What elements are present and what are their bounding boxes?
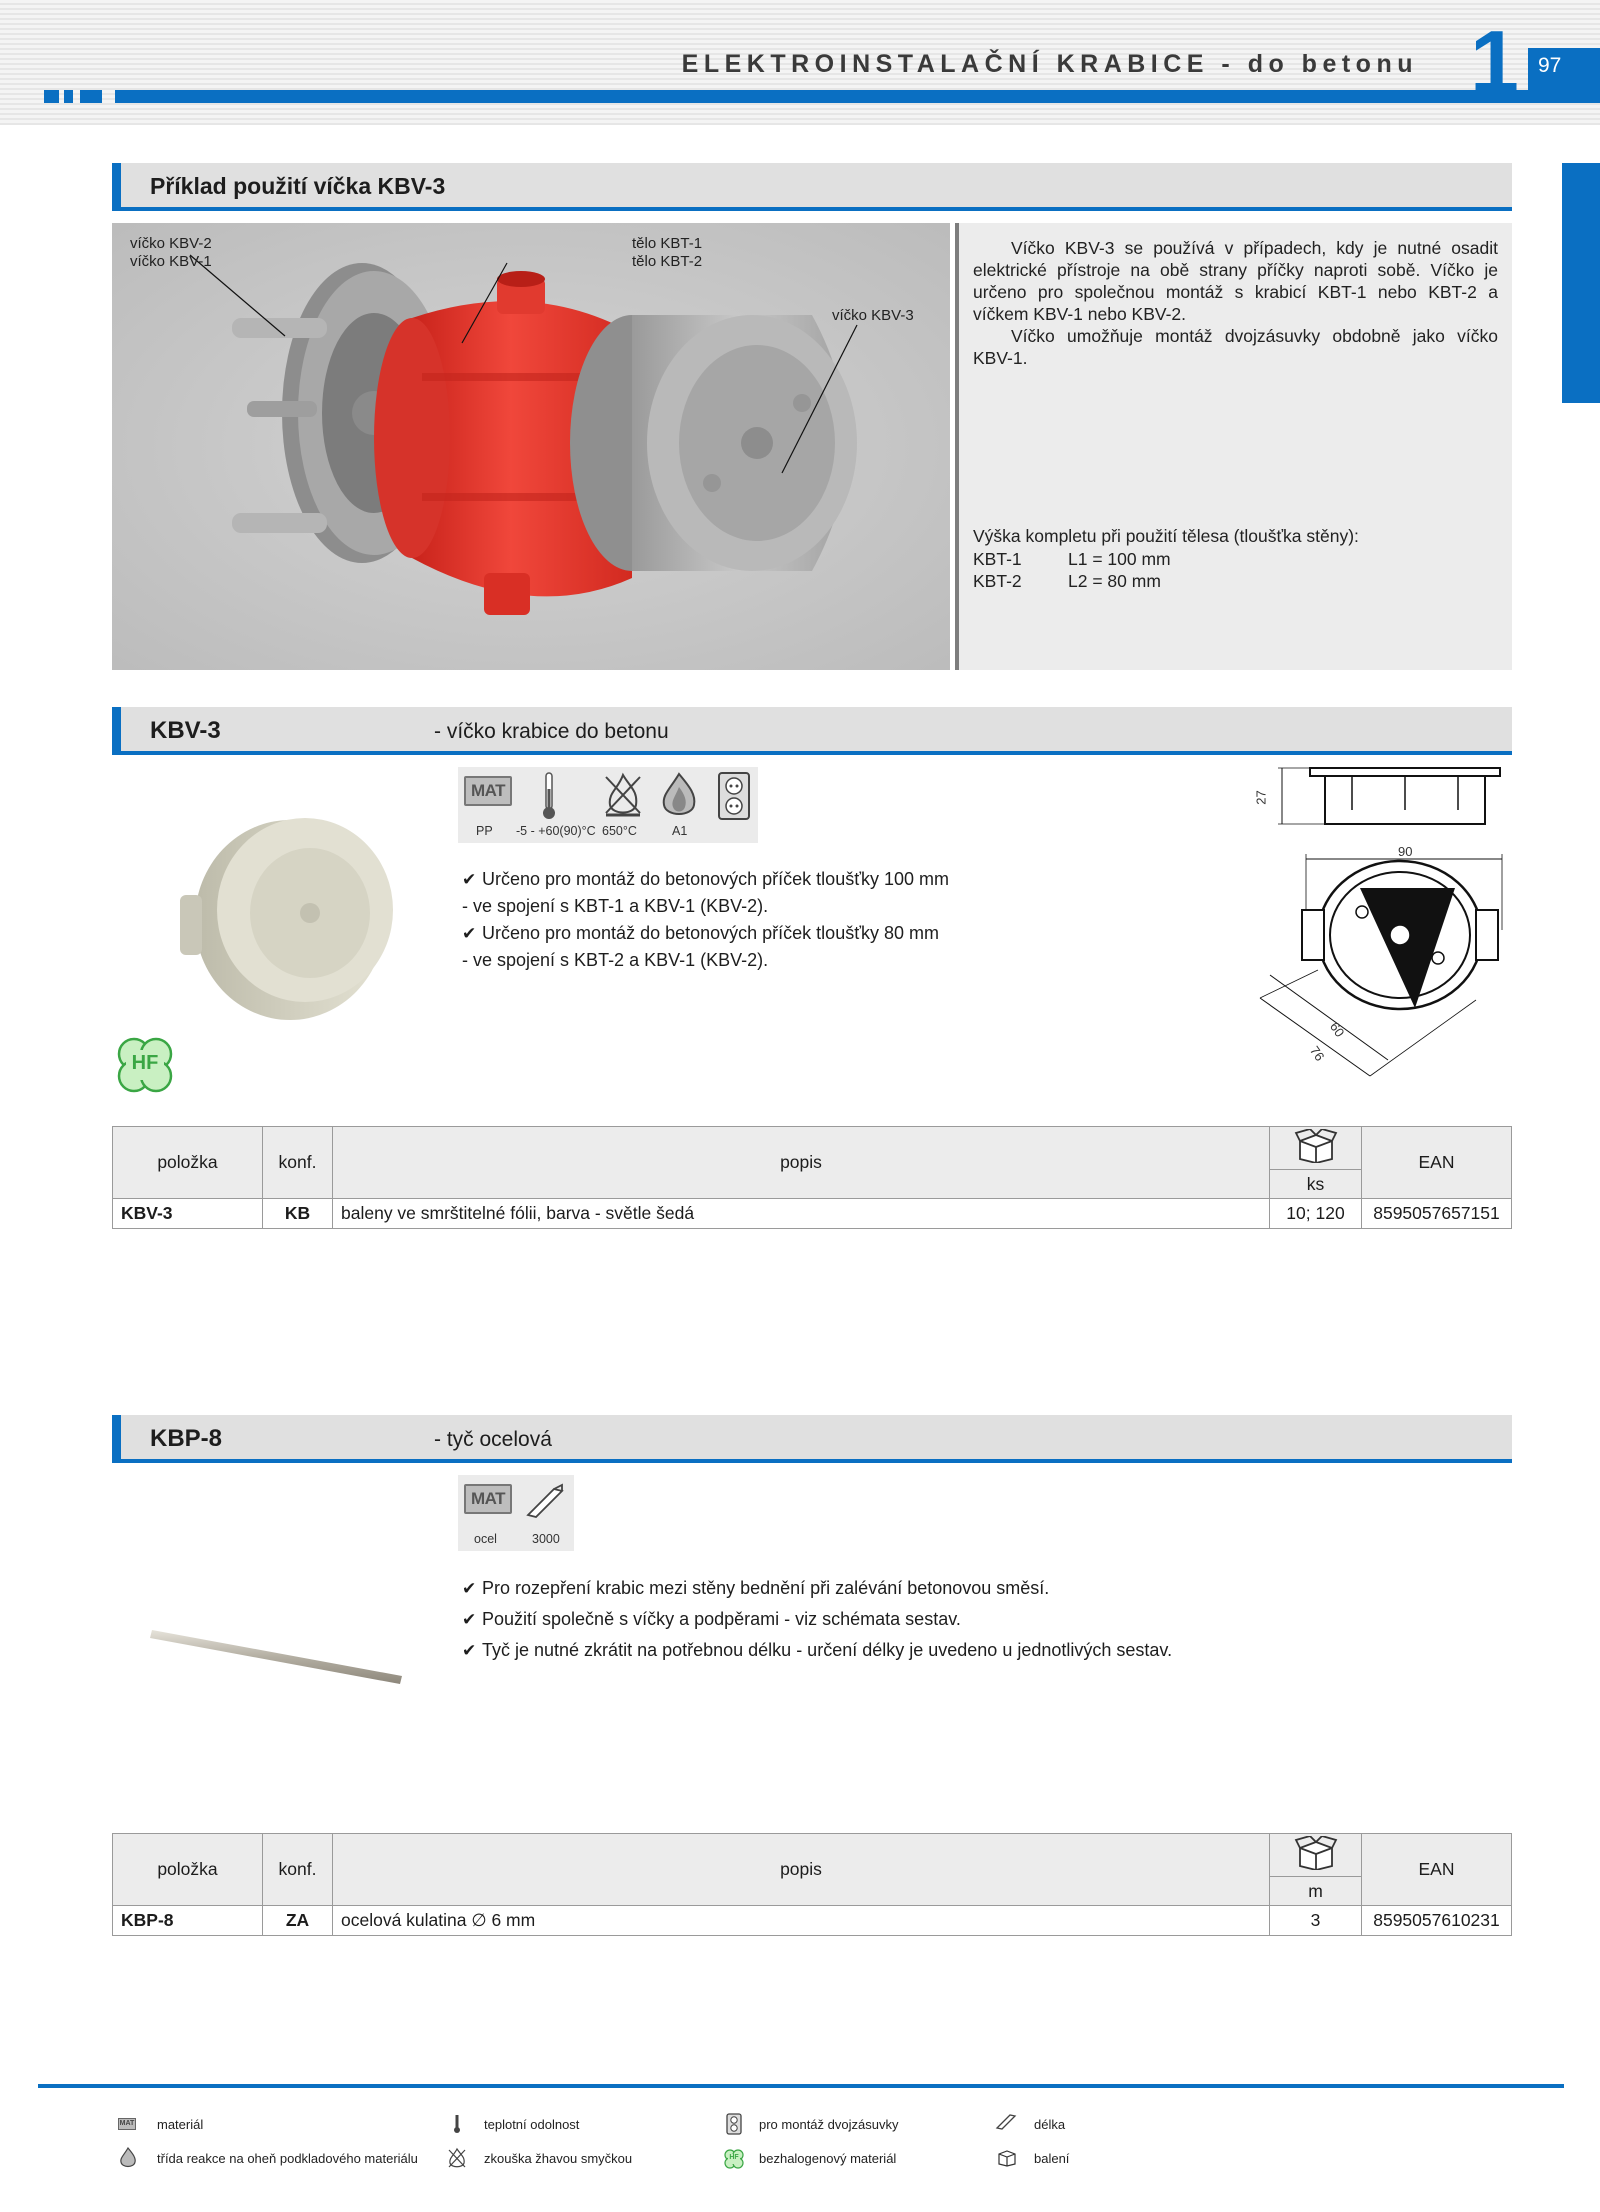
header-unit: ks — [1270, 1170, 1362, 1199]
glow-wire-value: 650°C — [602, 824, 637, 838]
header-ean: EAN — [1362, 1127, 1512, 1199]
dim-height: 27 — [1253, 790, 1269, 805]
header-blue-bar — [115, 90, 1600, 103]
header-square — [80, 90, 102, 103]
right-cover-kbv3 — [570, 315, 857, 571]
header-square — [44, 90, 59, 103]
table-row — [113, 1199, 1512, 1229]
label-kbv2: víčko KBV-2 — [130, 235, 212, 252]
footer-blue-line — [38, 2084, 1564, 2088]
list-item: - ve spojení s KBT-2 a KBV-1 (KBV-2). — [462, 950, 769, 970]
cell-ean: 8595057610231 — [1362, 1906, 1512, 1936]
glow-wire-icon — [600, 771, 646, 819]
kbp8-section-bar — [112, 1415, 1512, 1463]
dim-outer: 76 — [1306, 1043, 1328, 1064]
header-square — [64, 90, 73, 103]
cell-item: KBP-8 — [113, 1906, 263, 1936]
page-title: ELEKTROINSTALAČNÍ KRABICE - do betonu — [681, 50, 1418, 78]
material-icon: MAT — [118, 2118, 136, 2130]
label-kbv1: víčko KBV-1 — [130, 253, 212, 270]
hf-label: HF — [131, 1052, 159, 1074]
glow-wire-icon — [446, 2147, 468, 2169]
height-info — [973, 525, 1359, 593]
example-paragraph-1: Víčko KBV-3 se používá v případech, kdy je nutné osadit elektrické přístroje na obě strany příčky naproti sobě. Víčko je určeno pro společnou montáž s krabicí KBT-1 nebo KBT-2 a víčkem KBV-1 nebo KBV-2. — [973, 238, 1498, 324]
header-package — [1270, 1127, 1362, 1170]
list-item: ✔ Tyč je nutné zkrátit na potřebnou délku - určení délky je uvedeno u jednotlivých sestav. — [462, 1635, 1172, 1666]
table-header-row — [113, 1834, 1512, 1877]
kbp8-description: - tyč ocelová — [434, 1428, 552, 1451]
table-row — [113, 1906, 1512, 1936]
kbv3-code: KBV-3 — [150, 717, 221, 744]
cell-desc: baleny ve smrštitelné fólii, barva - světle šedá — [333, 1199, 1270, 1229]
list-item: ✔ Použití společně s víčky a podpěrami - viz schémata sestav. — [462, 1604, 1172, 1635]
box-icon — [1294, 1836, 1338, 1870]
material-value: PP — [476, 824, 493, 838]
kbp8-icon-strip — [458, 1475, 574, 1551]
kbv3-product-table — [112, 1126, 1512, 1229]
dim-width: 90 — [1398, 844, 1413, 859]
cell-qty: 10; 120 — [1270, 1199, 1362, 1229]
hf-label: HF — [729, 2154, 739, 2161]
material-icon: MAT — [464, 1484, 512, 1514]
assembly-drawing — [112, 223, 950, 670]
thermometer-icon — [540, 771, 558, 821]
header-conf: konf. — [263, 1127, 333, 1199]
height-row: KBT-2 L2 = 80 mm — [973, 571, 1161, 591]
box-icon — [996, 2147, 1018, 2167]
legend-material: materiál — [157, 2117, 204, 2132]
thermometer-icon — [453, 2114, 461, 2134]
example-paragraph-2: Víčko umožňuje montáž dvojzásuvky obdobně jako víčko KBV-1. — [973, 326, 1498, 368]
example-section-bar — [112, 163, 1512, 211]
list-item: ✔ Určeno pro montáž do betonových příček tloušťky 80 mm — [462, 920, 949, 947]
kbp8-product-photo — [148, 1620, 408, 1690]
section-accent — [112, 163, 121, 211]
legend-double-socket: pro montáž dvojzásuvky — [759, 2117, 899, 2132]
page-number: 97 — [1528, 48, 1600, 92]
cell-qty: 3 — [1270, 1906, 1362, 1936]
legend-temperature: teplotní odolnost — [484, 2117, 580, 2132]
flame-icon — [658, 771, 700, 819]
double-socket-icon — [726, 2113, 742, 2135]
header-desc: popis — [333, 1834, 1270, 1906]
label-kbt1: tělo KBT-1 — [632, 235, 703, 252]
section-accent — [112, 1415, 121, 1463]
label-kbv3: víčko KBV-3 — [832, 307, 914, 324]
header-item: položka — [113, 1127, 263, 1199]
height-row: KBT-1 L1 = 100 mm — [973, 548, 1171, 569]
chapter-number: 1 — [1470, 12, 1519, 111]
header-item: položka — [113, 1834, 263, 1906]
kbv3-bullet-list — [462, 866, 949, 974]
kbv3-description: - víčko krabice do betonu — [434, 720, 669, 743]
list-item: ✔ Určeno pro montáž do betonových příček tloušťky 100 mm — [462, 866, 949, 893]
header-ean: EAN — [1362, 1834, 1512, 1906]
flame-class-value: A1 — [672, 824, 688, 838]
checkmark-icon: ✔ — [462, 924, 477, 943]
checkmark-icon: ✔ — [462, 870, 477, 889]
assembly-illustration — [112, 223, 950, 670]
list-item: ✔ Pro rozepření krabic mezi stěny bednění při zalévání betonovou směsí. — [462, 1573, 1172, 1604]
checkmark-icon: ✔ — [462, 1641, 477, 1660]
table-header-row — [113, 1127, 1512, 1170]
kbp8-bullet-list — [462, 1573, 1172, 1666]
header-desc: popis — [333, 1127, 1270, 1199]
legend-halogen-free: bezhalogenový materiál — [759, 2151, 897, 2166]
kbv3-icon-strip — [458, 767, 758, 843]
legend-packaging: balení — [1034, 2151, 1070, 2166]
kbv3-technical-drawing — [1240, 760, 1512, 1110]
cell-ean: 8595057657151 — [1362, 1199, 1512, 1229]
cell-desc: ocelová kulatina ∅ 6 mm — [333, 1906, 1270, 1936]
kbv3-section-bar — [112, 707, 1512, 755]
double-socket-icon — [716, 771, 752, 821]
halogen-free-icon — [723, 2148, 745, 2170]
kbv3-product-photo — [170, 795, 410, 1025]
cell-conf: ZA — [263, 1906, 333, 1936]
example-paragraph — [973, 237, 1498, 369]
flame-icon — [119, 2147, 137, 2169]
material-value: ocel — [474, 1532, 497, 1546]
section-accent — [112, 707, 121, 755]
halogen-free-badge — [112, 1032, 178, 1098]
label-kbt2: tělo KBT-2 — [632, 253, 703, 270]
temperature-value: -5 - +60(90)°C — [516, 824, 596, 838]
kbp8-product-table — [112, 1833, 1512, 1936]
legend-length: délka — [1034, 2117, 1066, 2132]
header-unit: m — [1270, 1877, 1362, 1906]
length-value: 3000 — [532, 1532, 560, 1546]
header-package — [1270, 1834, 1362, 1877]
material-icon: MAT — [464, 776, 512, 806]
length-icon — [995, 2112, 1017, 2132]
chapter-side-tab — [1562, 163, 1600, 403]
list-item: - ve spojení s KBT-1 a KBV-1 (KBV-2). — [462, 896, 769, 916]
length-icon — [524, 1483, 566, 1523]
cell-item: KBV-3 — [113, 1199, 263, 1229]
cell-conf: KB — [263, 1199, 333, 1229]
dim-inner: 60 — [1326, 1019, 1348, 1040]
legend-glow-wire: zkouška žhavou smyčkou — [484, 2151, 633, 2166]
example-title: Příklad použití víčka KBV-3 — [150, 173, 446, 199]
header-conf: konf. — [263, 1834, 333, 1906]
checkmark-icon: ✔ — [462, 1610, 477, 1629]
kbp8-code: KBP-8 — [150, 1425, 223, 1452]
legend-flame: třída reakce na oheň podkladového materiálu — [157, 2151, 418, 2166]
box-icon — [1294, 1129, 1338, 1163]
example-description-panel — [955, 223, 1512, 670]
checkmark-icon: ✔ — [462, 1579, 477, 1598]
height-title: Výška kompletu při použití tělesa (tloušťka stěny): — [973, 526, 1359, 546]
